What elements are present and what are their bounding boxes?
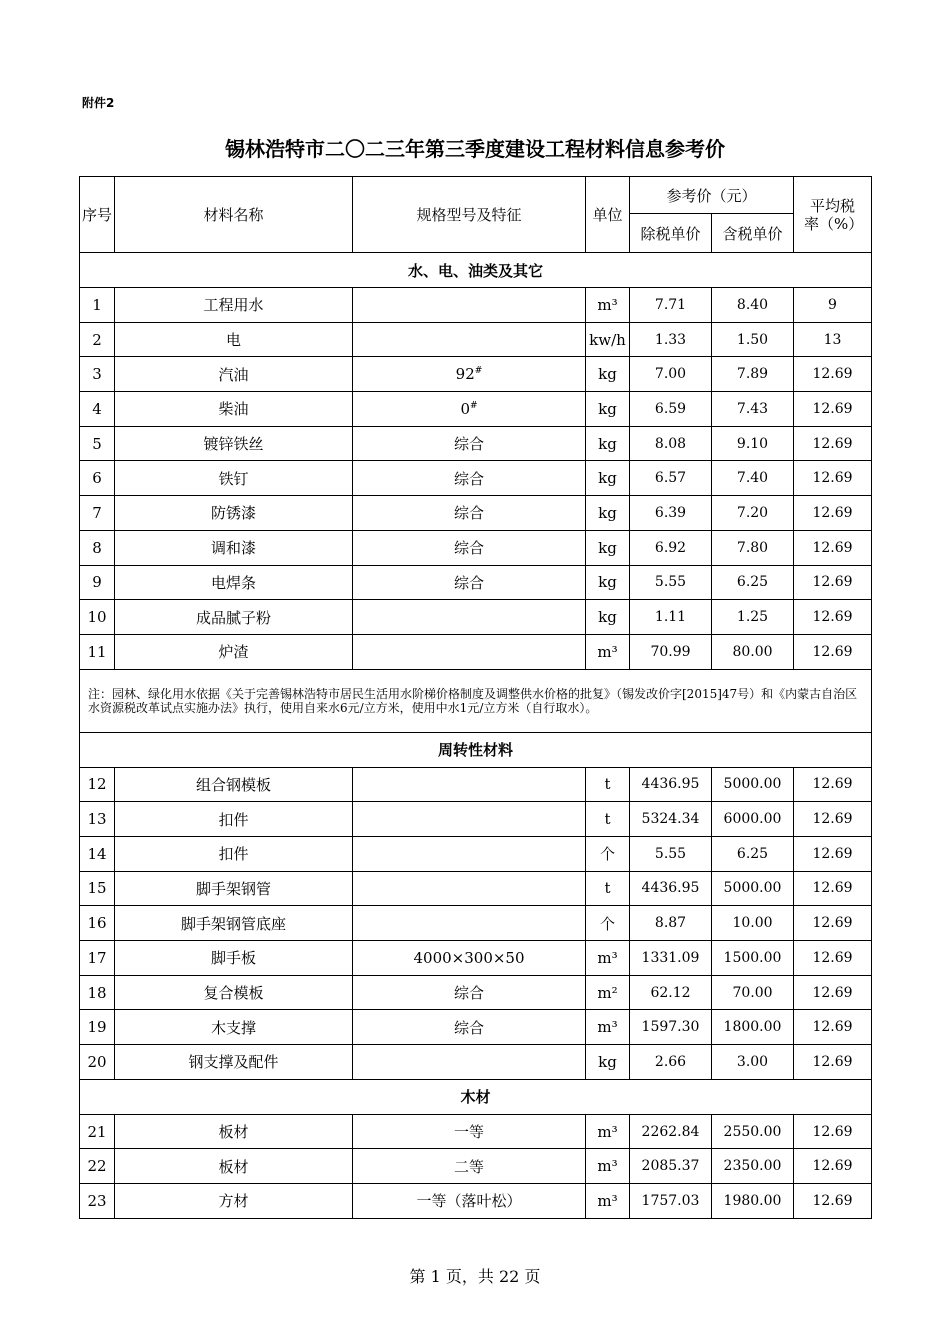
tax-rate: 12.69 xyxy=(794,836,872,871)
table-row xyxy=(80,461,872,496)
row-number: 20 xyxy=(80,1045,115,1080)
ex-tax-price: 62.12 xyxy=(630,975,712,1010)
spec-cell: 0# xyxy=(353,392,586,427)
material-name: 板材 xyxy=(115,1114,353,1149)
inc-tax-price: 2350.00 xyxy=(712,1149,794,1184)
material-name: 成品腻子粉 xyxy=(115,600,353,635)
section-row xyxy=(80,1079,872,1114)
row-number: 7 xyxy=(80,496,115,531)
table-row xyxy=(80,1045,872,1080)
page-footer: 第 1 页，共 22 页 xyxy=(409,1267,541,1286)
spec-cell xyxy=(353,906,586,941)
ex-tax-price: 6.59 xyxy=(630,392,712,427)
spec-cell: 92# xyxy=(353,357,586,392)
table-row xyxy=(80,941,872,976)
inc-tax-price: 2550.00 xyxy=(712,1114,794,1149)
table-row xyxy=(80,767,872,802)
row-number: 4 xyxy=(80,392,115,427)
ex-tax-price: 1597.30 xyxy=(630,1010,712,1045)
header-inc-tax: 含税单价 xyxy=(712,214,794,253)
spec-cell: 4000×300×50 xyxy=(353,941,586,976)
ex-tax-price: 5.55 xyxy=(630,565,712,600)
unit-cell: t xyxy=(586,767,630,802)
table-row xyxy=(80,322,872,357)
tax-rate: 12.69 xyxy=(794,426,872,461)
material-name: 方材 xyxy=(115,1184,353,1219)
spec-cell: 一等 xyxy=(353,1114,586,1149)
inc-tax-price: 7.80 xyxy=(712,530,794,565)
table-row xyxy=(80,288,872,323)
row-number: 8 xyxy=(80,530,115,565)
material-name: 脚手架钢管 xyxy=(115,871,353,906)
ex-tax-price: 4436.95 xyxy=(630,767,712,802)
row-number: 11 xyxy=(80,634,115,669)
ex-tax-price: 70.99 xyxy=(630,634,712,669)
unit-cell: kg xyxy=(586,357,630,392)
tax-rate: 12.69 xyxy=(794,1114,872,1149)
ex-tax-price: 8.87 xyxy=(630,906,712,941)
unit-cell: kg xyxy=(586,392,630,427)
material-name: 调和漆 xyxy=(115,530,353,565)
inc-tax-price: 5000.00 xyxy=(712,767,794,802)
tax-rate: 9 xyxy=(794,288,872,323)
unit-cell: kg xyxy=(586,530,630,565)
ex-tax-price: 4436.95 xyxy=(630,871,712,906)
tax-rate: 12.69 xyxy=(794,767,872,802)
section-title: 水、电、油类及其它 xyxy=(80,253,872,288)
document-title: 锡林浩特市二〇二三年第三季度建设工程材料信息参考价 xyxy=(225,137,725,161)
unit-cell: m² xyxy=(586,975,630,1010)
spec-cell: 综合 xyxy=(353,1010,586,1045)
inc-tax-price: 70.00 xyxy=(712,975,794,1010)
ex-tax-price: 1757.03 xyxy=(630,1184,712,1219)
material-name: 电焊条 xyxy=(115,565,353,600)
material-name: 扣件 xyxy=(115,836,353,871)
inc-tax-price: 1.25 xyxy=(712,600,794,635)
row-number: 15 xyxy=(80,871,115,906)
material-name: 扣件 xyxy=(115,802,353,837)
material-name: 工程用水 xyxy=(115,288,353,323)
header-name: 材料名称 xyxy=(115,177,353,253)
table-row xyxy=(80,836,872,871)
price-table xyxy=(79,176,872,1219)
material-name: 镀锌铁丝 xyxy=(115,426,353,461)
row-number: 10 xyxy=(80,600,115,635)
spec-cell: 综合 xyxy=(353,496,586,531)
row-number: 19 xyxy=(80,1010,115,1045)
spec-cell: 综合 xyxy=(353,461,586,496)
material-name: 汽油 xyxy=(115,357,353,392)
tax-rate: 12.69 xyxy=(794,600,872,635)
table-row xyxy=(80,565,872,600)
material-name: 脚手板 xyxy=(115,941,353,976)
spec-cell xyxy=(353,767,586,802)
tax-rate: 12.69 xyxy=(794,530,872,565)
inc-tax-price: 6000.00 xyxy=(712,802,794,837)
spec-cell xyxy=(353,871,586,906)
row-number: 14 xyxy=(80,836,115,871)
tax-rate: 12.69 xyxy=(794,496,872,531)
material-name: 铁钉 xyxy=(115,461,353,496)
table-row xyxy=(80,975,872,1010)
unit-cell: kg xyxy=(586,565,630,600)
tax-rate: 12.69 xyxy=(794,392,872,427)
unit-cell: kg xyxy=(586,600,630,635)
unit-cell: t xyxy=(586,802,630,837)
section-title: 木材 xyxy=(80,1079,872,1114)
table-row xyxy=(80,1184,872,1219)
inc-tax-price: 3.00 xyxy=(712,1045,794,1080)
ex-tax-price: 5.55 xyxy=(630,836,712,871)
row-number: 21 xyxy=(80,1114,115,1149)
tax-rate: 12.69 xyxy=(794,975,872,1010)
material-name: 组合钢模板 xyxy=(115,767,353,802)
inc-tax-price: 80.00 xyxy=(712,634,794,669)
unit-cell: m³ xyxy=(586,941,630,976)
table-row xyxy=(80,906,872,941)
spec-cell xyxy=(353,836,586,871)
inc-tax-price: 8.40 xyxy=(712,288,794,323)
tax-rate: 12.69 xyxy=(794,802,872,837)
unit-cell: m³ xyxy=(586,1010,630,1045)
spec-cell: 综合 xyxy=(353,975,586,1010)
ex-tax-price: 6.92 xyxy=(630,530,712,565)
unit-cell: 个 xyxy=(586,906,630,941)
table-row xyxy=(80,1010,872,1045)
row-number: 1 xyxy=(80,288,115,323)
section-row xyxy=(80,253,872,288)
row-number: 3 xyxy=(80,357,115,392)
ex-tax-price: 1.11 xyxy=(630,600,712,635)
tax-rate: 12.69 xyxy=(794,634,872,669)
ex-tax-price: 1331.09 xyxy=(630,941,712,976)
inc-tax-price: 7.89 xyxy=(712,357,794,392)
spec-cell xyxy=(353,322,586,357)
ex-tax-price: 2262.84 xyxy=(630,1114,712,1149)
tax-rate: 12.69 xyxy=(794,357,872,392)
row-number: 13 xyxy=(80,802,115,837)
unit-cell: kw/h xyxy=(586,322,630,357)
material-name: 柴油 xyxy=(115,392,353,427)
table-row xyxy=(80,530,872,565)
spec-cell: 综合 xyxy=(353,565,586,600)
ex-tax-price: 7.71 xyxy=(630,288,712,323)
material-name: 板材 xyxy=(115,1149,353,1184)
ex-tax-price: 6.39 xyxy=(630,496,712,531)
header-seq: 序号 xyxy=(80,177,115,253)
ex-tax-price: 7.00 xyxy=(630,357,712,392)
table-row xyxy=(80,496,872,531)
spec-cell: 综合 xyxy=(353,530,586,565)
inc-tax-price: 7.43 xyxy=(712,392,794,427)
unit-cell: kg xyxy=(586,426,630,461)
tax-rate: 12.69 xyxy=(794,871,872,906)
table-row xyxy=(80,871,872,906)
tax-rate: 12.69 xyxy=(794,1184,872,1219)
table-row xyxy=(80,1114,872,1149)
row-number: 5 xyxy=(80,426,115,461)
ex-tax-price: 6.57 xyxy=(630,461,712,496)
unit-cell: kg xyxy=(586,496,630,531)
material-name: 脚手架钢管底座 xyxy=(115,906,353,941)
unit-cell: m³ xyxy=(586,1149,630,1184)
inc-tax-price: 10.00 xyxy=(712,906,794,941)
inc-tax-price: 1800.00 xyxy=(712,1010,794,1045)
table-row xyxy=(80,357,872,392)
row-number: 18 xyxy=(80,975,115,1010)
note-text: 注：园林、绿化用水依据《关于完善锡林浩特市居民生活用水阶梯价格制度及调整供水价格的批复》（锡发改价字[2015]47号）和《内蒙古自治区水资源税改革试点实施办法》执行，使用自来水6元/立方米，使用中水1元/立方米（自行取水）。 xyxy=(80,669,872,732)
row-number: 6 xyxy=(80,461,115,496)
header-spec: 规格型号及特征 xyxy=(353,177,586,253)
tax-rate: 13 xyxy=(794,322,872,357)
section-title: 周转性材料 xyxy=(80,732,872,767)
row-number: 22 xyxy=(80,1149,115,1184)
ex-tax-price: 2085.37 xyxy=(630,1149,712,1184)
inc-tax-price: 1980.00 xyxy=(712,1184,794,1219)
material-name: 炉渣 xyxy=(115,634,353,669)
spec-cell: 综合 xyxy=(353,426,586,461)
inc-tax-price: 6.25 xyxy=(712,836,794,871)
table-row xyxy=(80,600,872,635)
tax-rate: 12.69 xyxy=(794,1045,872,1080)
unit-cell: m³ xyxy=(586,634,630,669)
unit-cell: m³ xyxy=(586,1184,630,1219)
unit-cell: kg xyxy=(586,461,630,496)
inc-tax-price: 5000.00 xyxy=(712,871,794,906)
unit-cell: m³ xyxy=(586,1114,630,1149)
attachment-label: 附件2 xyxy=(82,96,115,110)
table-row xyxy=(80,802,872,837)
table-row xyxy=(80,392,872,427)
spec-cell xyxy=(353,802,586,837)
row-number: 12 xyxy=(80,767,115,802)
spec-cell xyxy=(353,1045,586,1080)
row-number: 17 xyxy=(80,941,115,976)
material-name: 电 xyxy=(115,322,353,357)
header-ref-price: 参考价（元） xyxy=(630,177,794,214)
header-tax-rate: 平均税率（%） xyxy=(794,177,872,253)
note-row xyxy=(80,669,872,732)
material-name: 防锈漆 xyxy=(115,496,353,531)
tax-rate: 12.69 xyxy=(794,906,872,941)
ex-tax-price: 2.66 xyxy=(630,1045,712,1080)
table-row xyxy=(80,1149,872,1184)
tax-rate: 12.69 xyxy=(794,941,872,976)
inc-tax-price: 7.40 xyxy=(712,461,794,496)
material-name: 木支撑 xyxy=(115,1010,353,1045)
spec-cell xyxy=(353,288,586,323)
header-unit: 单位 xyxy=(586,177,630,253)
ex-tax-price: 1.33 xyxy=(630,322,712,357)
unit-cell: m³ xyxy=(586,288,630,323)
inc-tax-price: 1.50 xyxy=(712,322,794,357)
tax-rate: 12.69 xyxy=(794,565,872,600)
tax-rate: 12.69 xyxy=(794,461,872,496)
spec-cell: 一等（落叶松） xyxy=(353,1184,586,1219)
row-number: 9 xyxy=(80,565,115,600)
row-number: 2 xyxy=(80,322,115,357)
tax-rate: 12.69 xyxy=(794,1010,872,1045)
inc-tax-price: 7.20 xyxy=(712,496,794,531)
unit-cell: t xyxy=(586,871,630,906)
unit-cell: 个 xyxy=(586,836,630,871)
table-row xyxy=(80,634,872,669)
inc-tax-price: 1500.00 xyxy=(712,941,794,976)
table-row xyxy=(80,426,872,461)
section-row xyxy=(80,732,872,767)
spec-cell xyxy=(353,600,586,635)
row-number: 16 xyxy=(80,906,115,941)
ex-tax-price: 8.08 xyxy=(630,426,712,461)
spec-cell: 二等 xyxy=(353,1149,586,1184)
row-number: 23 xyxy=(80,1184,115,1219)
inc-tax-price: 9.10 xyxy=(712,426,794,461)
spec-cell xyxy=(353,634,586,669)
unit-cell: kg xyxy=(586,1045,630,1080)
material-name: 复合模板 xyxy=(115,975,353,1010)
material-name: 钢支撑及配件 xyxy=(115,1045,353,1080)
tax-rate: 12.69 xyxy=(794,1149,872,1184)
ex-tax-price: 5324.34 xyxy=(630,802,712,837)
header-ex-tax: 除税单价 xyxy=(630,214,712,253)
inc-tax-price: 6.25 xyxy=(712,565,794,600)
